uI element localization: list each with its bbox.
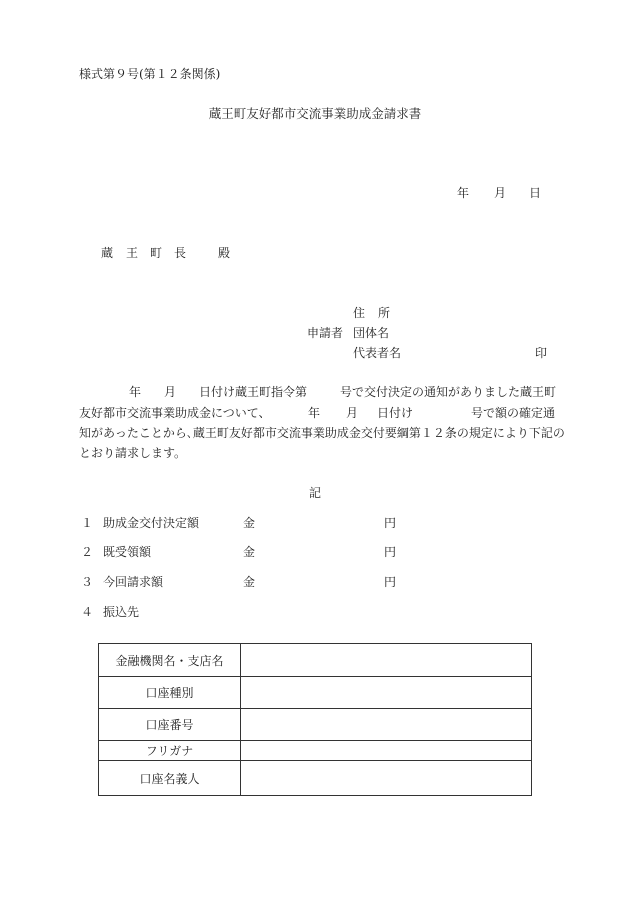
- applicant-label: 申請者: [307, 326, 344, 340]
- item-kin: 金: [243, 575, 256, 589]
- body-text-segment: 年: [308, 406, 321, 420]
- form-number: 様式第９号(第１２条関係): [79, 67, 221, 81]
- body-text-segment: 日付け蔵王町指令第: [199, 385, 308, 399]
- item-kin: 金: [243, 545, 256, 559]
- addressee-honorific: 殿: [218, 246, 231, 260]
- addressee-char-2: 王: [126, 246, 139, 260]
- address-label-1: 住: [353, 306, 366, 320]
- item-kin: 金: [243, 516, 256, 530]
- date-day: 日: [529, 186, 542, 200]
- item-number: ４: [81, 605, 94, 619]
- body-line-3: 知があったことから､蔵王町友好都市交流事業助成金交付要綱第１２条の規定により下記の: [79, 426, 565, 440]
- item-en: 円: [384, 545, 397, 559]
- table-row: [99, 644, 532, 677]
- document-title: 蔵王町友好都市交流事業助成金請求書: [208, 106, 422, 121]
- date-year: 年: [457, 186, 470, 200]
- address-label-2: 所: [378, 306, 391, 320]
- body-text-segment: 号で額の確定通: [471, 406, 556, 420]
- date-month: 月: [494, 186, 507, 200]
- account-type-field[interactable]: [241, 677, 532, 709]
- table-row: [99, 709, 532, 741]
- body-text-segment: 月: [164, 385, 177, 399]
- item-label: 振込先: [103, 605, 140, 619]
- item-label: 既受領額: [103, 545, 152, 559]
- item-label: 助成金交付決定額: [103, 516, 200, 530]
- furigana-field[interactable]: [241, 741, 532, 761]
- bank-branch-field[interactable]: [241, 644, 532, 677]
- table-row: [99, 677, 532, 709]
- ki-heading: 記: [308, 486, 321, 500]
- account-holder-field[interactable]: [241, 761, 532, 796]
- item-number: ２: [81, 545, 94, 559]
- item-label: 今回請求額: [103, 575, 164, 589]
- body-text-segment: 号で交付決定の通知がありました蔵王町: [340, 385, 557, 399]
- seal-mark: 印: [535, 346, 548, 360]
- addressee-char-1: 蔵: [101, 246, 114, 260]
- body-text-segment: 日付け: [377, 406, 414, 420]
- addressee-char-3: 町: [150, 246, 163, 260]
- account-number-label: 口座番号: [99, 709, 241, 741]
- item-number: ３: [81, 575, 94, 589]
- addressee-char-4: 長: [174, 246, 187, 260]
- furigana-label: フリガナ: [99, 741, 241, 761]
- bank-info-table: [98, 643, 532, 796]
- body-text-segment: 年: [129, 385, 142, 399]
- representative-label: 代表者名: [353, 346, 402, 360]
- item-en: 円: [384, 575, 397, 589]
- body-text-segment: 友好都市交流事業助成金について、: [79, 406, 271, 420]
- account-number-field[interactable]: [241, 709, 532, 741]
- table-row: [99, 761, 532, 796]
- account-holder-label: 口座名義人: [99, 761, 241, 796]
- group-name-label: 団体名: [353, 326, 390, 340]
- body-line-4: とおり請求します。: [79, 446, 187, 460]
- item-en: 円: [384, 516, 397, 530]
- item-number: １: [81, 516, 94, 530]
- bank-branch-label: 金融機関名・支店名: [99, 644, 241, 677]
- body-text-segment: 月: [346, 406, 359, 420]
- table-row: [99, 741, 532, 761]
- account-type-label: 口座種別: [99, 677, 241, 709]
